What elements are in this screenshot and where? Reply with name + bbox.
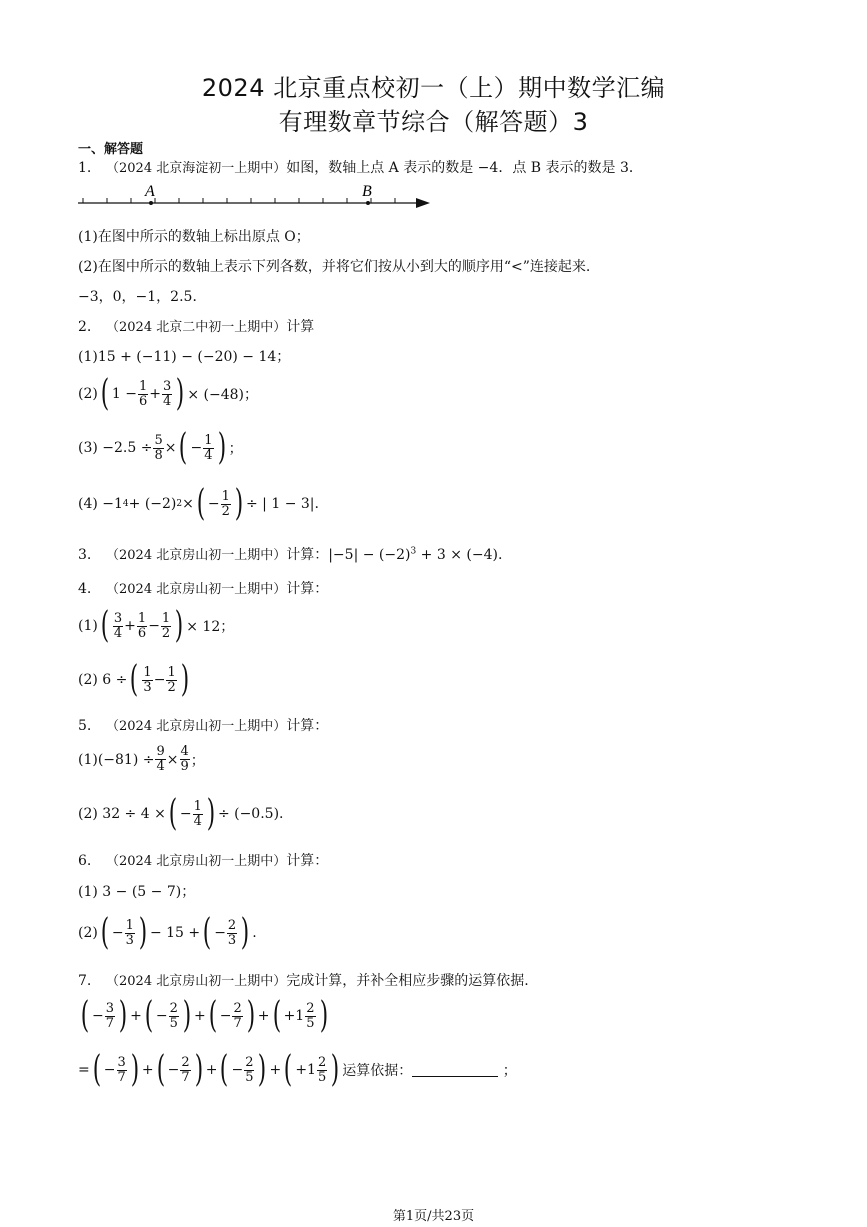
fraction: $\frac{1}{6}$ — [137, 610, 147, 641]
q2-part3: (3) −2.5 ÷ $\frac{5}{8}$ × ( − $\frac{1}{4}$ ) ； — [78, 427, 243, 468]
fraction: $\frac{3}{7}$ — [105, 1000, 115, 1031]
question-4: 4. （2024 北京房山初一上期中）计算： — [78, 581, 329, 597]
q5-part1: (1)(−81) ÷ $\frac{9}{4}$ × $\frac{4}{9}$ ； — [78, 744, 205, 774]
fraction: $\frac{2}{3}$ — [227, 917, 237, 948]
q4-part2: (2) 6 ÷ ( $\frac{1}{3}$ − $\frac{1}{2}$ ) — [78, 659, 189, 700]
fraction: $\frac{2}{7}$ — [233, 1000, 242, 1031]
fraction: $\frac{2}{5}$ — [317, 1054, 327, 1085]
fraction: $\frac{1}{3}$ — [125, 917, 134, 948]
q6-part1: (1) 3 − (5 − 7)； — [78, 884, 196, 900]
number-line — [78, 178, 438, 218]
point-a[interactable] — [149, 201, 153, 205]
fraction: $\frac{1}{2}$ — [161, 610, 171, 641]
question-6: 6. （2024 北京房山初一上期中）计算： — [78, 853, 329, 869]
q4-part1: (1) ( $\frac{3}{4}$ + $\frac{1}{6}$ − $\frac{1}{2}$ ) × 12； — [78, 605, 235, 646]
fraction: $\frac{2}{7}$ — [181, 1054, 190, 1085]
question-5: 5. （2024 北京房山初一上期中）计算： — [78, 718, 329, 734]
q7-step: = ( − $\frac{3}{7}$ ) + ( − $\frac{2}{7}$ ) + ( − $\frac{2}{5}$ ) + ( +1 $\frac{2}{5}$ ) 运算依据： ； — [78, 1049, 517, 1090]
fraction: $\frac{1}{2}$ — [221, 488, 230, 519]
fraction: $\frac{2}{5}$ — [169, 1000, 178, 1031]
q6-part2: (2) ( − $\frac{1}{3}$ ) − 15 + ( − $\frac{2}{3}$ ) . — [78, 912, 257, 953]
question-3: 3. （2024 北京房山初一上期中）计算：$|-5| - (-2)^3 + 3 \times (-4)$. — [78, 546, 503, 563]
q2-part2: (2) ( 1 − $\frac{1}{6}$ + $\frac{3}{4}$ ) × (−48)； — [78, 373, 258, 414]
q2-part4: (4) −1 4 + (−2) 2 × ( − $\frac{1}{2}$ ) ÷ | 1 − 3|. — [78, 483, 319, 524]
section-heading: 一、解答题 — [78, 142, 144, 157]
question-7: 7. （2024 北京房山初一上期中）完成计算，并补全相应步骤的运算依据. — [78, 973, 529, 989]
label-a: A — [145, 183, 155, 200]
q1-values: −3，0，−1，2.5． — [78, 289, 207, 305]
question-1: 1. （2024 北京海淀初一上期中）如图，数轴上点 A 表示的数是 −4．点 B 表示的数是 3． — [78, 160, 643, 176]
fraction: $\frac{1}{6}$ — [138, 378, 148, 409]
fraction: $\frac{2}{5}$ — [245, 1054, 254, 1085]
question-2: 2. （2024 北京二中初一上期中）计算 — [78, 319, 315, 335]
fraction: $\frac{4}{9}$ — [180, 744, 189, 774]
fraction: $\frac{1}{4}$ — [193, 798, 202, 829]
q1-part1: (1)在图中所示的数轴上标出原点 O； — [78, 229, 310, 245]
fraction: $\frac{3}{4}$ — [113, 610, 123, 641]
fraction: $\frac{3}{7}$ — [117, 1054, 126, 1085]
answer-blank[interactable] — [412, 1064, 498, 1077]
q2-part1: (1)15 + (−11) − (−20) − 14； — [78, 349, 291, 365]
q5-part2: (2) 32 ÷ 4 × ( − $\frac{1}{4}$ ) ÷ (−0.5). — [78, 793, 284, 834]
page-title: 2024 北京重点校初一（上）期中数学汇编 — [201, 74, 666, 102]
fraction: $\frac{3}{4}$ — [163, 378, 172, 409]
fraction: $\frac{9}{4}$ — [156, 744, 165, 774]
page-footer: 第1页/共23页 — [392, 1209, 475, 1224]
point-b[interactable] — [366, 201, 370, 205]
fraction: $\frac{5}{8}$ — [154, 432, 163, 463]
fraction: $\frac{2}{5}$ — [306, 1000, 315, 1031]
page-subtitle: 有理数章节综合（解答题）3 — [278, 108, 589, 136]
fraction: $\frac{1}{4}$ — [204, 432, 213, 463]
label-b: B — [362, 183, 372, 200]
q7-expr: ( − $\frac{3}{7}$ ) + ( − $\frac{2}{5}$ ) + ( − $\frac{2}{7}$ ) + ( +1 $\frac{2}{5}$ ) — [80, 995, 328, 1036]
q1-part2: (2)在图中所示的数轴上表示下列各数，并将它们按从小到大的顺序用“<”连接起来. — [78, 259, 591, 275]
fraction: $\frac{1}{2}$ — [167, 664, 176, 695]
fraction: $\frac{1}{3}$ — [143, 664, 152, 695]
